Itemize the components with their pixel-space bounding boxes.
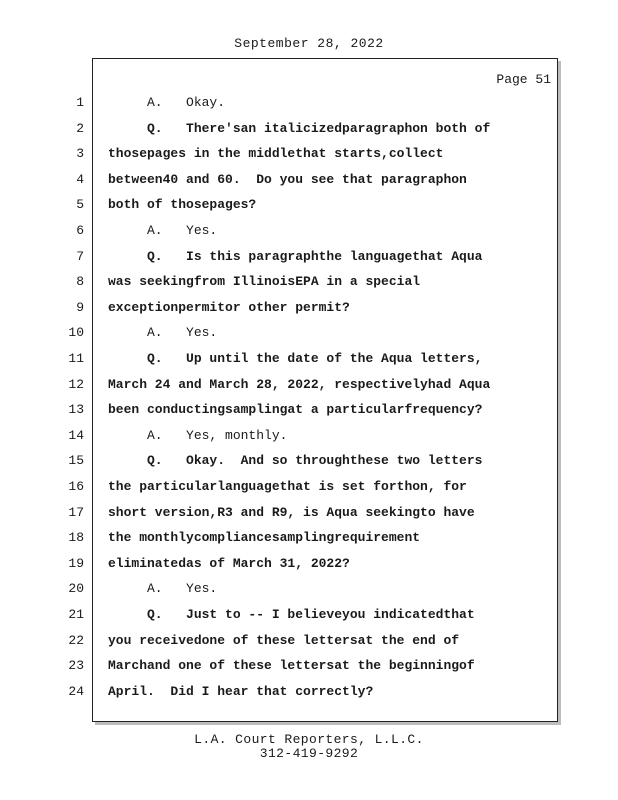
transcript-line: exceptionpermitor other permit? xyxy=(108,299,350,315)
line-number: 21 xyxy=(68,607,84,622)
transcript-line: eliminatedas of March 31, 2022? xyxy=(108,555,350,571)
line-number: 8 xyxy=(76,274,84,290)
line-number: 13 xyxy=(68,402,84,418)
transcript-line: A. Yes. xyxy=(108,325,218,341)
line-number: 16 xyxy=(68,479,84,494)
line-number: 22 xyxy=(68,632,84,648)
line-number: 23 xyxy=(68,658,84,674)
transcript-line: April. Did I hear that correctly? xyxy=(108,683,374,699)
footer xyxy=(0,733,618,761)
line-number: 9 xyxy=(76,299,84,315)
transcript-line: A. Yes, monthly. xyxy=(108,427,288,443)
line-number: 4 xyxy=(76,171,84,187)
page-number: Page 51 xyxy=(496,72,551,87)
transcript-line: you receivedone of these lettersat the end of xyxy=(108,632,460,648)
footer-company: L.A. Court Reporters, L.L.C. xyxy=(194,732,424,747)
line-number: 15 xyxy=(68,453,84,469)
line-number: 11 xyxy=(68,351,84,366)
transcript-line: been conductingsamplingat a particularfrequency? xyxy=(108,402,483,418)
transcript-line: thosepages in the middlethat starts,collect xyxy=(108,146,444,162)
transcript-line: between40 and 60. Do you see that paragraphon xyxy=(108,171,467,187)
header-date: September 28, 2022 xyxy=(234,36,384,51)
line-number: 7 xyxy=(76,248,84,264)
transcript-line: the monthlycompliancesamplingrequirement xyxy=(108,530,421,546)
transcript-line: both of thosepages? xyxy=(108,197,257,213)
line-number: 1 xyxy=(76,95,84,110)
transcript-line: A. Okay. xyxy=(108,95,226,110)
transcript-line: was seekingfrom IllinoisEPA in a special xyxy=(108,274,421,290)
footer-phone: 312-419-9292 xyxy=(259,746,359,761)
line-number: 6 xyxy=(76,223,84,238)
line-number: 10 xyxy=(68,325,84,341)
line-number: 18 xyxy=(68,530,84,546)
transcript-line: Q. Just to -- I believeyou indicatedthat xyxy=(108,607,475,622)
transcript-line: Q. Up until the date of the Aqua letters, xyxy=(108,351,483,366)
transcript-line: the particularlanguagethat is set forthon, for xyxy=(108,479,467,494)
line-number: 2 xyxy=(76,120,84,136)
line-number: 5 xyxy=(76,197,84,213)
transcript-line: Marchand one of these lettersat the beginningof xyxy=(108,658,475,674)
transcript-line: A. Yes. xyxy=(108,581,218,597)
line-number: 14 xyxy=(68,427,84,443)
line-number: 12 xyxy=(68,376,84,392)
transcript-line: Q. Okay. And so throughthese two letters xyxy=(108,453,483,469)
transcript-line: Q. Is this paragraphthe languagethat Aqua xyxy=(108,248,483,264)
transcript-line: March 24 and March 28, 2022, respectivelyhad Aqua xyxy=(108,376,491,392)
transcript-line: short version,R3 and R9, is Aqua seekingto have xyxy=(108,504,475,520)
line-number: 20 xyxy=(68,581,84,597)
line-number: 19 xyxy=(68,555,84,571)
transcript-line: A. Yes. xyxy=(108,223,218,238)
transcript-line: Q. There'san italicizedparagraphon both of xyxy=(108,120,491,136)
line-number: 3 xyxy=(76,146,84,162)
line-number: 24 xyxy=(68,683,84,699)
line-number: 17 xyxy=(68,504,84,520)
